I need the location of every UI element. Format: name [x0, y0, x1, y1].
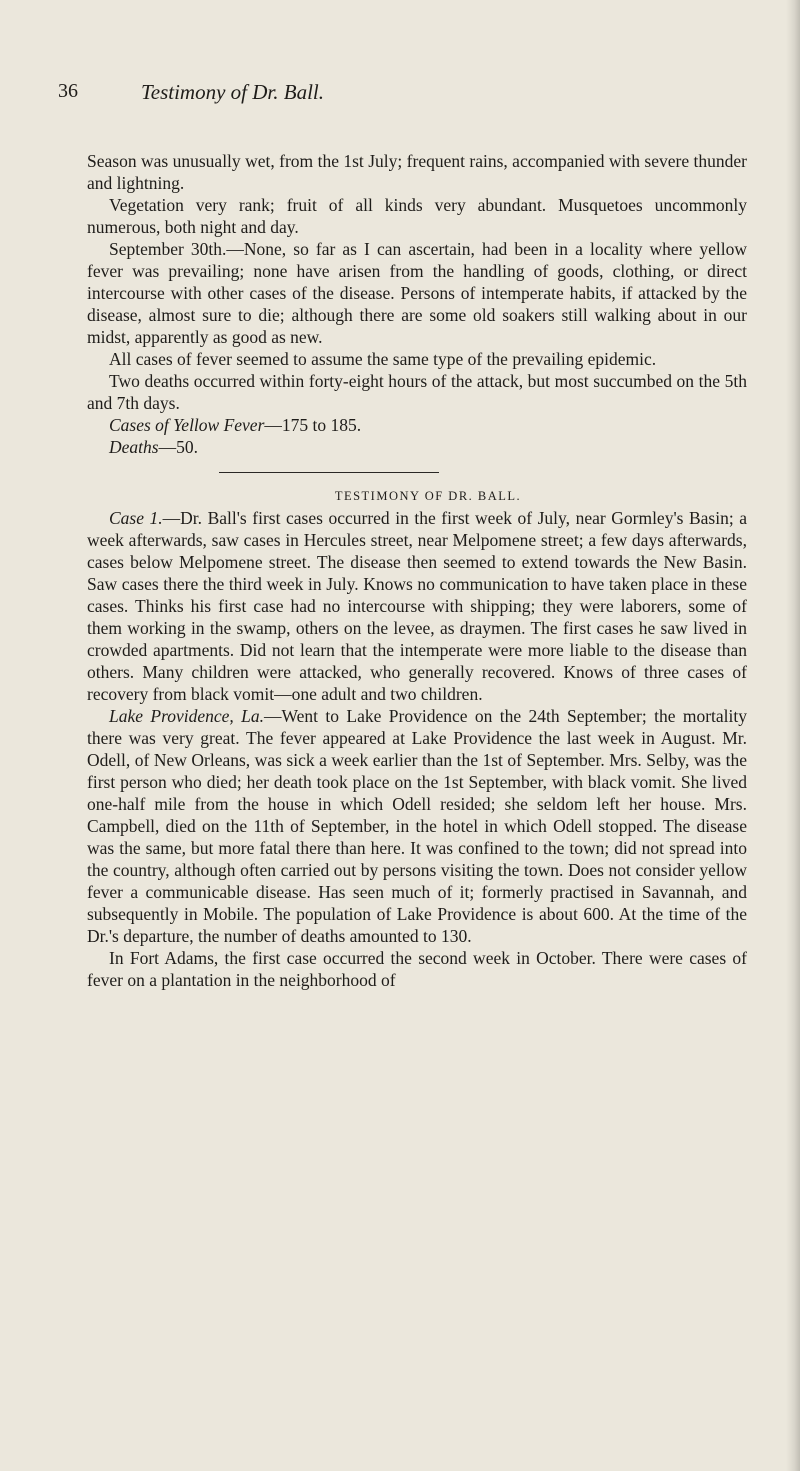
page-body	[87, 150, 747, 991]
paragraph-fort-adams: In Fort Adams, the first case occurred the second week in October. There were cases of fever on a plantation in the neighborhood of	[87, 948, 747, 990]
case-text: —Dr. Ball's first cases occurred in the first week of July, near Gormley's Basin; a week afterwards, saw cases in Hercules street, near Melpomene street; a few days afterwards, cases below Melpomene street. The disease then seemed to extend towards the New Basin. Saw cases there the third week in July. Knows no communication to have taken place in these cases. Thinks his first case had no intercourse with shipping; they were laborers, some of them working in the swamp, others on the levee, as draymen. The first cases he saw lived in crowded apartments. Did not learn that the intemperate were more liable to the disease than others. Many children were attacked, who generally recovered. Knows of three cases of recovery from black vomit—one adult and two children.	[87, 508, 747, 704]
paragraph-season: Season was unusually wet, from the 1st July; frequent rains, accompanied with severe thunder and lightning.	[87, 151, 747, 193]
section-title: TESTIMONY OF DR. BALL.	[334, 489, 522, 503]
page-edge-shadow	[786, 0, 800, 1471]
paragraph-september: September 30th.—None, so far as I can ascertain, had been in a locality where yellow fever was prevailing; none have arisen from the handling of goods, clothing, or direct intercourse with other cases of the disease. Persons of intemperate habits, if attacked by the disease, almost sure to die; although there are some old soakers still walking about in our midst, apparently as good as new.	[87, 239, 747, 347]
paragraph-vegetation: Vegetation very rank; fruit of all kinds very abundant. Musquetoes uncommonly numerous, both night and day.	[87, 195, 747, 237]
paragraph-type: All cases of fever seemed to assume the same type of the prevailing epidemic.	[109, 349, 657, 369]
lake-label: Lake Providence, La.	[109, 706, 265, 726]
page-header	[58, 80, 758, 110]
page-number: 36	[58, 80, 78, 102]
cases-value: —175 to 185.	[264, 415, 362, 435]
paragraph-deaths-timing: Two deaths occurred within forty-eight hours of the attack, but most succumbed on the 5th and 7th days.	[87, 371, 747, 413]
running-head: Testimony of Dr. Ball.	[141, 80, 324, 104]
deaths-label: Deaths	[109, 437, 159, 457]
paragraph-case-1	[87, 507, 747, 705]
paragraph-lake-providence	[87, 705, 747, 947]
deaths-line	[87, 436, 747, 458]
case-label: Case 1.	[109, 508, 163, 528]
cases-label: Cases of Yellow Fever	[109, 415, 265, 435]
section-divider	[219, 472, 439, 473]
deaths-value: —50.	[158, 437, 198, 457]
lake-text: —Went to Lake Providence on the 24th September; the mortality there was very great. The fever appeared at Lake Providence the last week in August. Mr. Odell, of New Orleans, was sick a week earlier than the 1st of September. Mrs. Selby, was the first person who died; her death took place on the 1st September, with black vomit. She lived one-half mile from the house in which Odell resided; she seldom left her house. Mrs. Campbell, died on the 11th of September, in the hotel in which Odell stopped. The disease was the same, but more fatal there than here. It was confined to the town; did not spread into the country, although often carried out by persons visiting the town. Does not consider yellow fever a communicable disease. Has seen much of it; formerly practised in Savannah, and subsequently in Mobile. The population of Lake Providence is about 600. At the time of the Dr.'s departure, the number of deaths amounted to 130.	[87, 706, 747, 946]
cases-line	[87, 414, 747, 436]
